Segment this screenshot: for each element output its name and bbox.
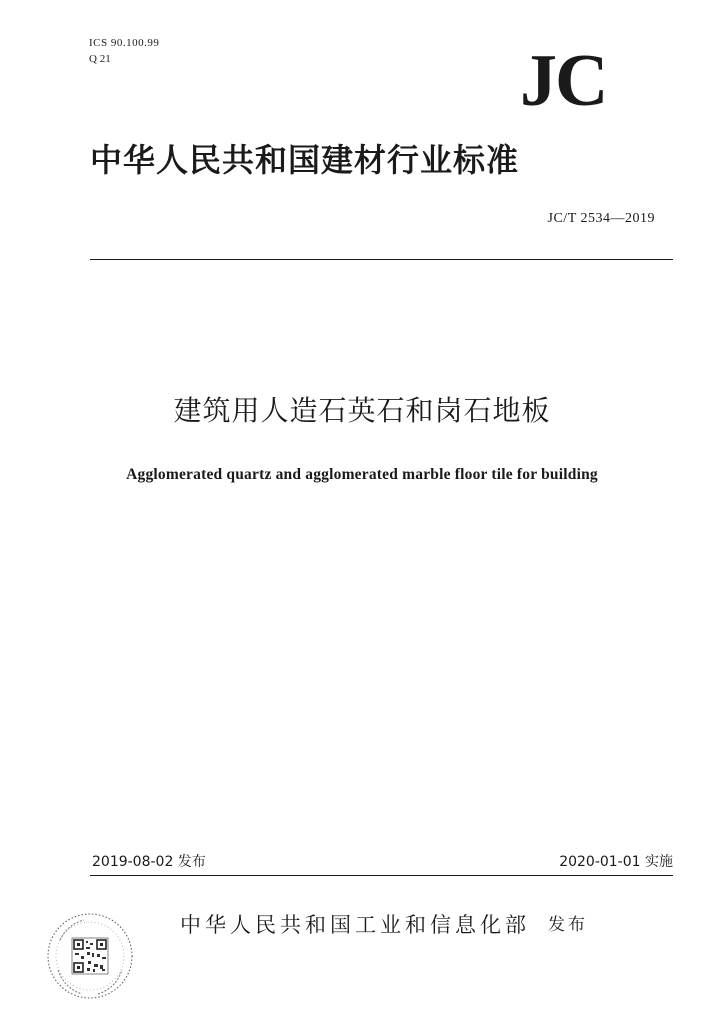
issue-date: 2019-08-02 发布 [92,854,206,870]
bottom-divider [90,875,673,876]
standard-number: JC/T 2534—2019 [547,211,655,226]
standard-category-title: 中华人民共和国建材行业标准 [90,141,520,179]
document-title-chinese: 建筑用人造石英石和岗石地板 [173,394,551,427]
jc-logo: JC [520,40,607,122]
issuing-authority: 中华人民共和国工业和信息化部 [180,913,530,937]
issuing-suffix: 发布 [548,915,588,935]
top-divider [90,259,673,260]
implementation-date: 2020-01-01 实施 [559,854,673,870]
document-title-english: Agglomerated quartz and agglomerated marble floor tile for building [126,466,598,483]
qr-seal-icon [44,910,136,1002]
ccs-code: Q 21 [89,53,111,65]
ics-code: ICS 90.100.99 [89,37,160,49]
